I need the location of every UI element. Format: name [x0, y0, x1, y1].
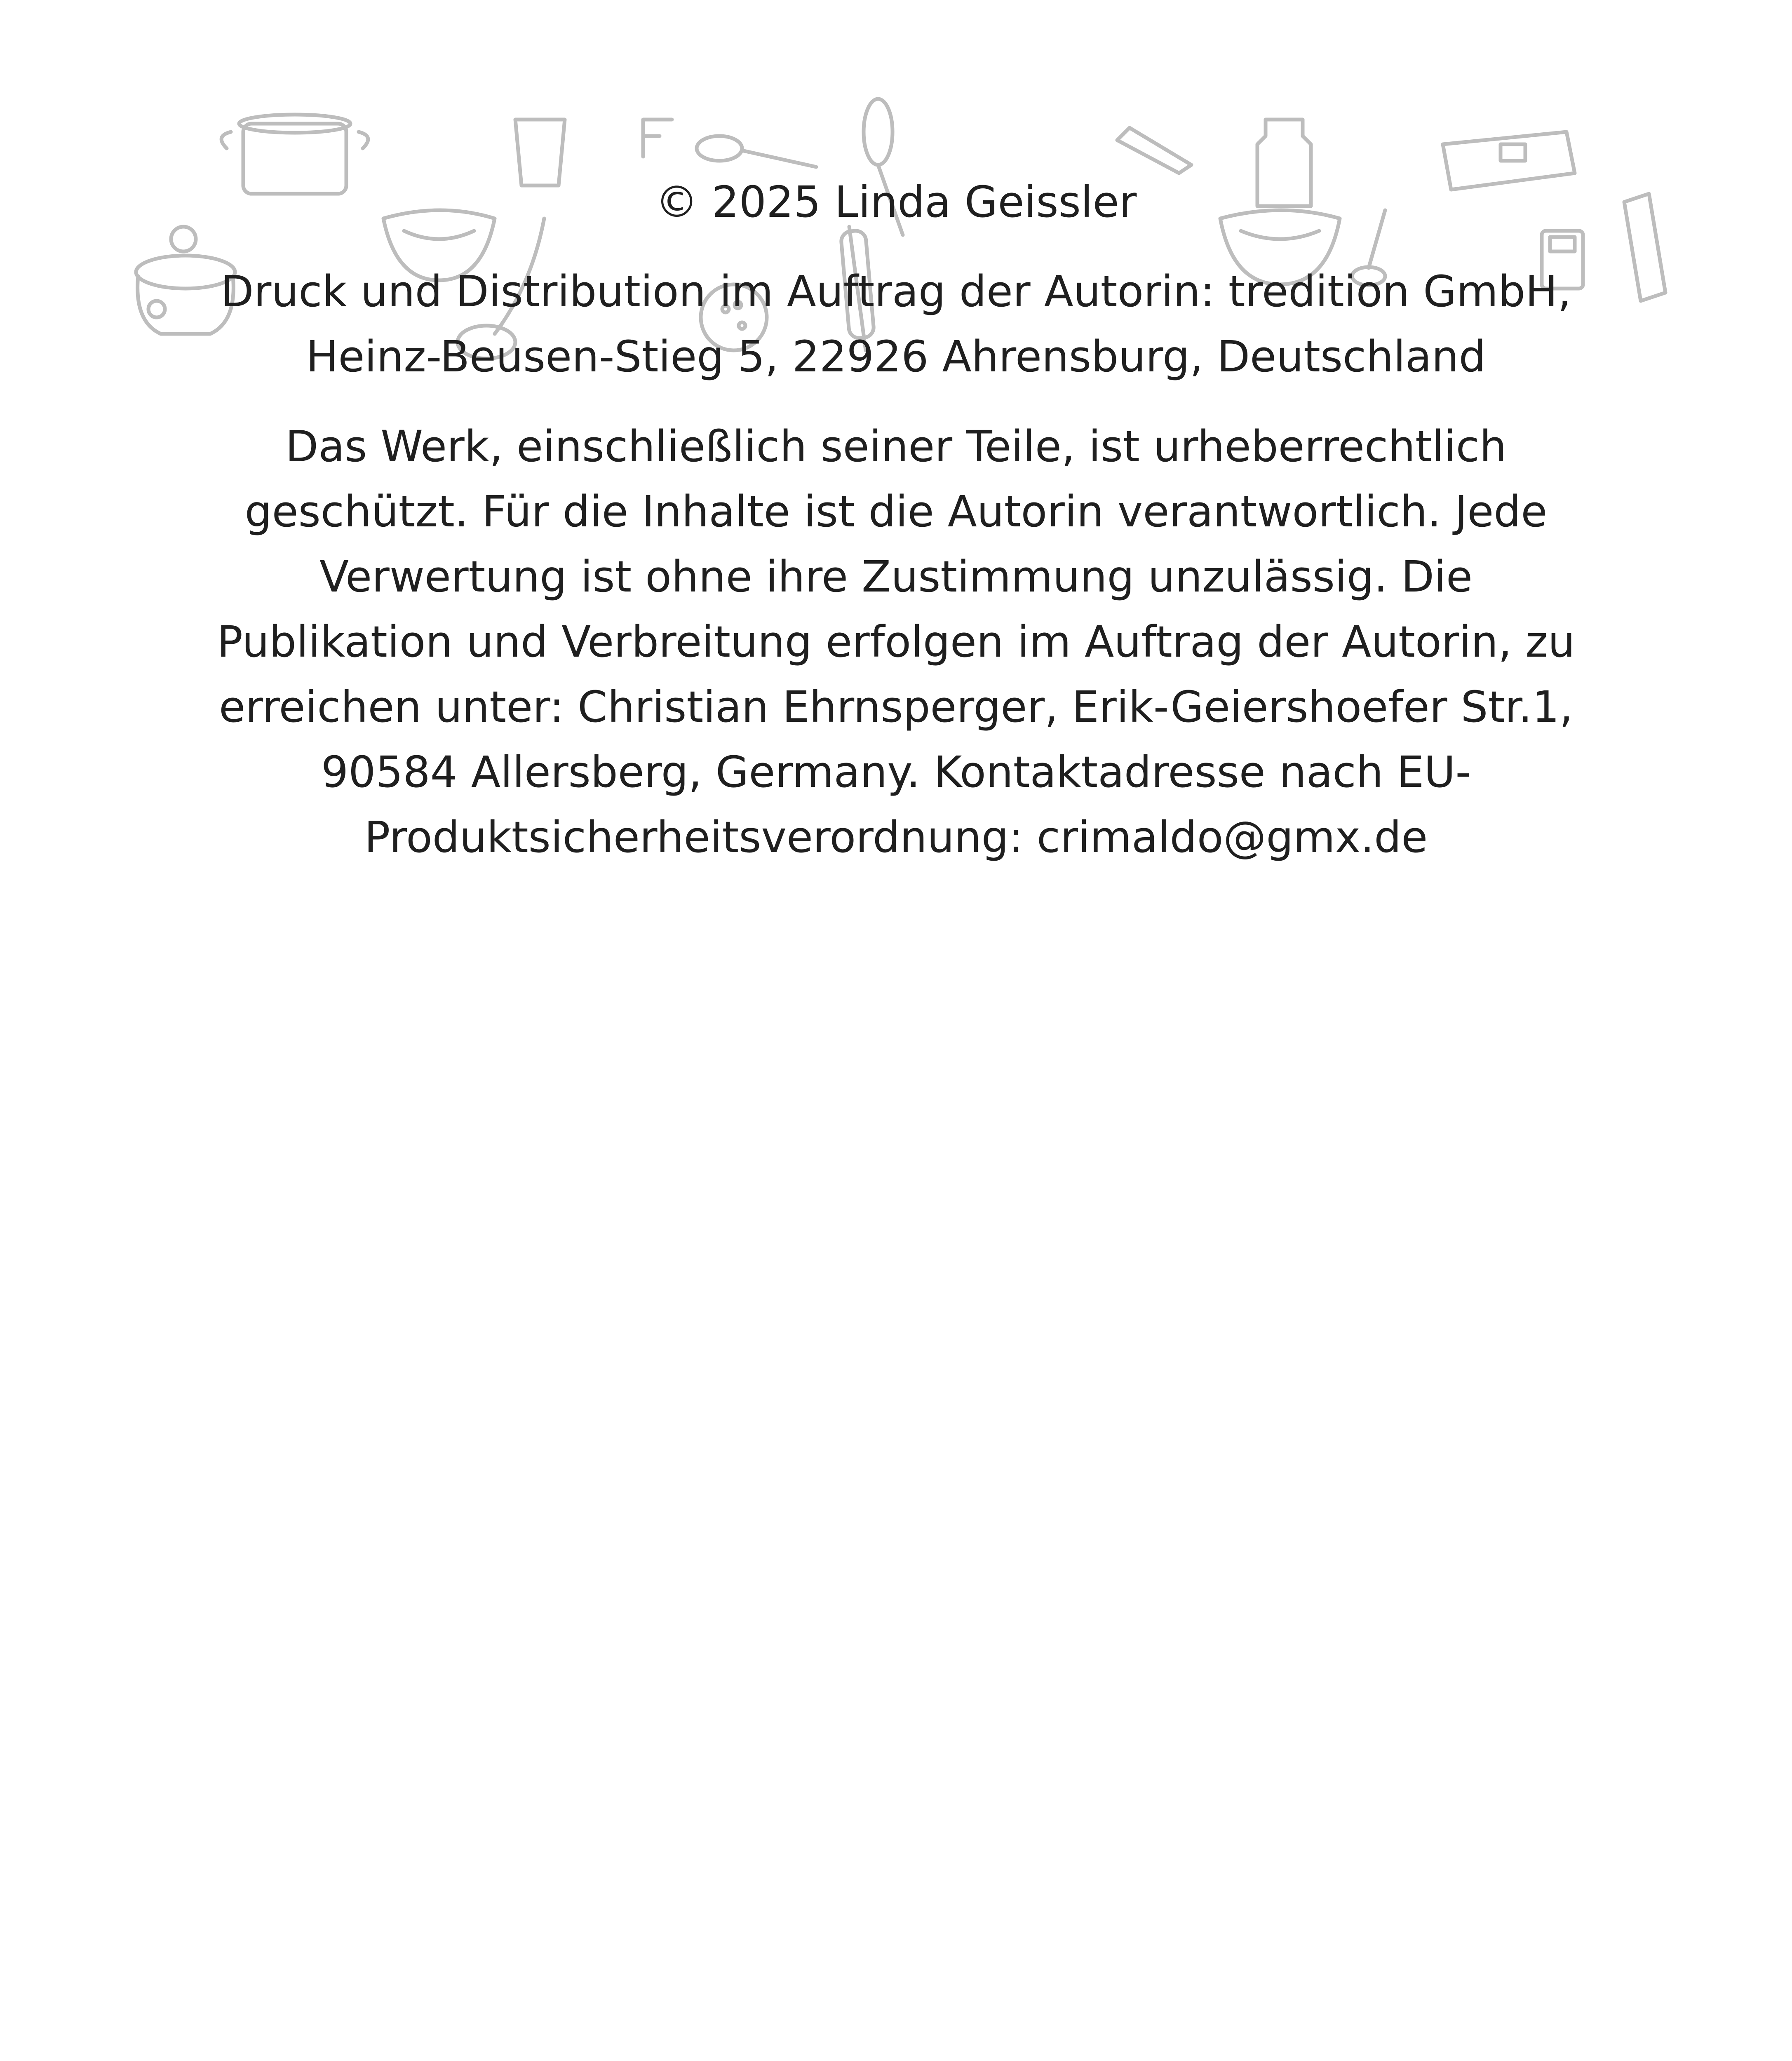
flag-icon	[643, 120, 672, 157]
distribution-notice: Druck und Distribution im Auftrag der Autorin: tredition GmbH, Heinz-Beusen-Stieg 5, 22926 Ahrensburg, Deutschland	[221, 266, 1571, 382]
spoon-icon	[697, 136, 816, 167]
grater-icon	[1624, 194, 1665, 301]
imprint-text	[198, 173, 1594, 870]
copyright-notice: © 2025 Linda Geissler	[655, 177, 1137, 227]
knife-icon	[1117, 128, 1191, 173]
rights-notice: Das Werk, einschließlich seiner Teile, ist urheberrechtlich geschützt. Für die Inhalte ist die Autorin verantwortlich. Jede Verwertung ist ohne ihre Zustimmung unzulässig. Die Publikation und Verbreitung erfolgen im Auftrag der Autorin, zu erreichen unter: Christian Ehrnsperger, Erik-Geiershoefer Str.1, 90584 Allersberg, Germany. Kontaktadresse nach EU-Produktsicherheitsverordnung: crimaldo@gmx.de	[217, 421, 1575, 862]
